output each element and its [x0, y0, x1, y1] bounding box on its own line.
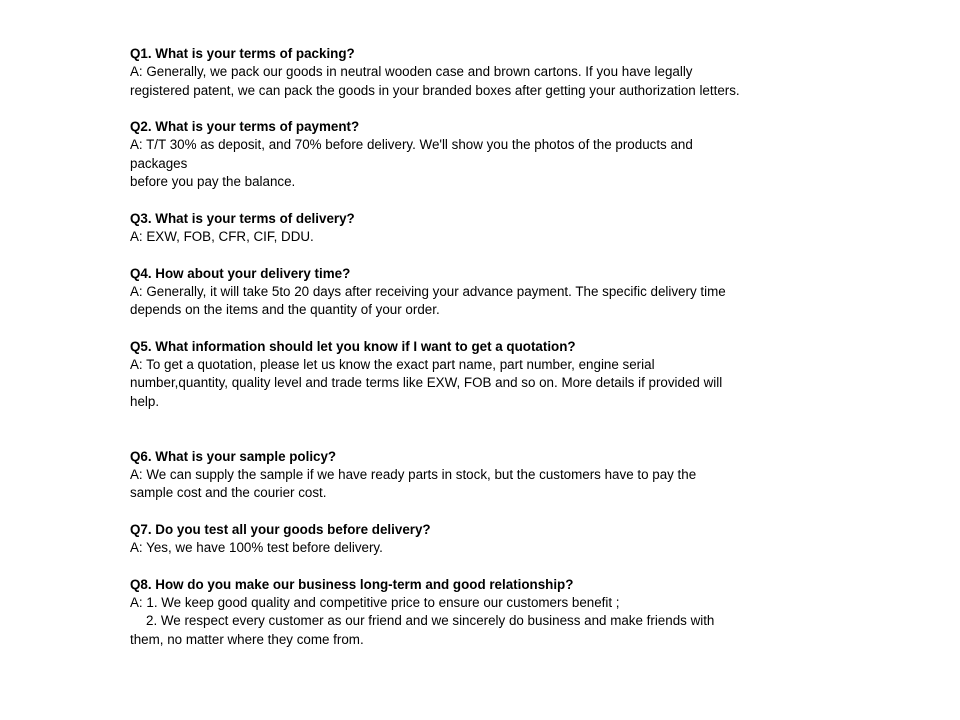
- answer-q5-line-3: help.: [130, 393, 160, 409]
- faq-item-q7: [130, 521, 830, 558]
- answer-q8-line-2: 2. We respect every customer as our friend and we sincerely do business and make friends with: [146, 613, 715, 629]
- faq-item-q1: [130, 45, 830, 100]
- answer-q6-line-1: A: We can supply the sample if we have ready parts in stock, but the customers have to pay the: [130, 466, 697, 482]
- question-q8: Q8. How do you make our business long-term and good relationship?: [130, 576, 574, 592]
- answer-q3-line-1: A: EXW, FOB, CFR, CIF, DDU.: [130, 228, 314, 244]
- faq-item-q4: [130, 265, 830, 320]
- answer-q5-line-2: number,quantity, quality level and trade terms like EXW, FOB and so on. More details if provided will: [130, 375, 723, 391]
- answer-q7-line-1: A: Yes, we have 100% test before delivery.: [130, 540, 383, 556]
- answer-q5-line-1: A: To get a quotation, please let us know the exact part name, part number, engine serial: [130, 357, 655, 373]
- question-q5: Q5. What information should let you know if I want to get a quotation?: [130, 338, 576, 354]
- faq-document: [130, 45, 830, 649]
- answer-q8-line-1: A: 1. We keep good quality and competitive price to ensure our customers benefit ;: [130, 594, 620, 610]
- question-q7: Q7. Do you test all your goods before delivery?: [130, 521, 431, 537]
- question-q2: Q2. What is your terms of payment?: [130, 119, 360, 135]
- answer-q1-line-1: A: Generally, we pack our goods in neutral wooden case and brown cartons. If you have legally: [130, 64, 693, 80]
- faq-item-q3: [130, 210, 830, 247]
- faq-item-q8: [130, 576, 830, 649]
- answer-q4-line-2: depends on the items and the quantity of your order.: [130, 302, 440, 318]
- faq-item-q2: [130, 118, 830, 191]
- faq-item-q6: [130, 448, 830, 503]
- answer-q2-line-3: before you pay the balance.: [130, 174, 296, 190]
- faq-item-q5: [130, 338, 830, 411]
- question-q1: Q1. What is your terms of packing?: [130, 46, 355, 61]
- question-q6: Q6. What is your sample policy?: [130, 448, 337, 464]
- answer-q2-line-1: A: T/T 30% as deposit, and 70% before delivery. We'll show you the photos of the products and: [130, 137, 693, 153]
- answer-q6-line-2: sample cost and the courier cost.: [130, 485, 327, 501]
- answer-q1-line-2: registered patent, we can pack the goods in your branded boxes after getting your authorization letters.: [130, 82, 740, 98]
- answer-q4-line-1: A: Generally, it will take 5to 20 days after receiving your advance payment. The specific delivery time: [130, 283, 726, 299]
- answer-q2-line-2: packages: [130, 155, 188, 171]
- question-q3: Q3. What is your terms of delivery?: [130, 210, 355, 226]
- question-q4: Q4. How about your delivery time?: [130, 265, 351, 281]
- answer-q8-line-3: them, no matter where they come from.: [130, 631, 364, 647]
